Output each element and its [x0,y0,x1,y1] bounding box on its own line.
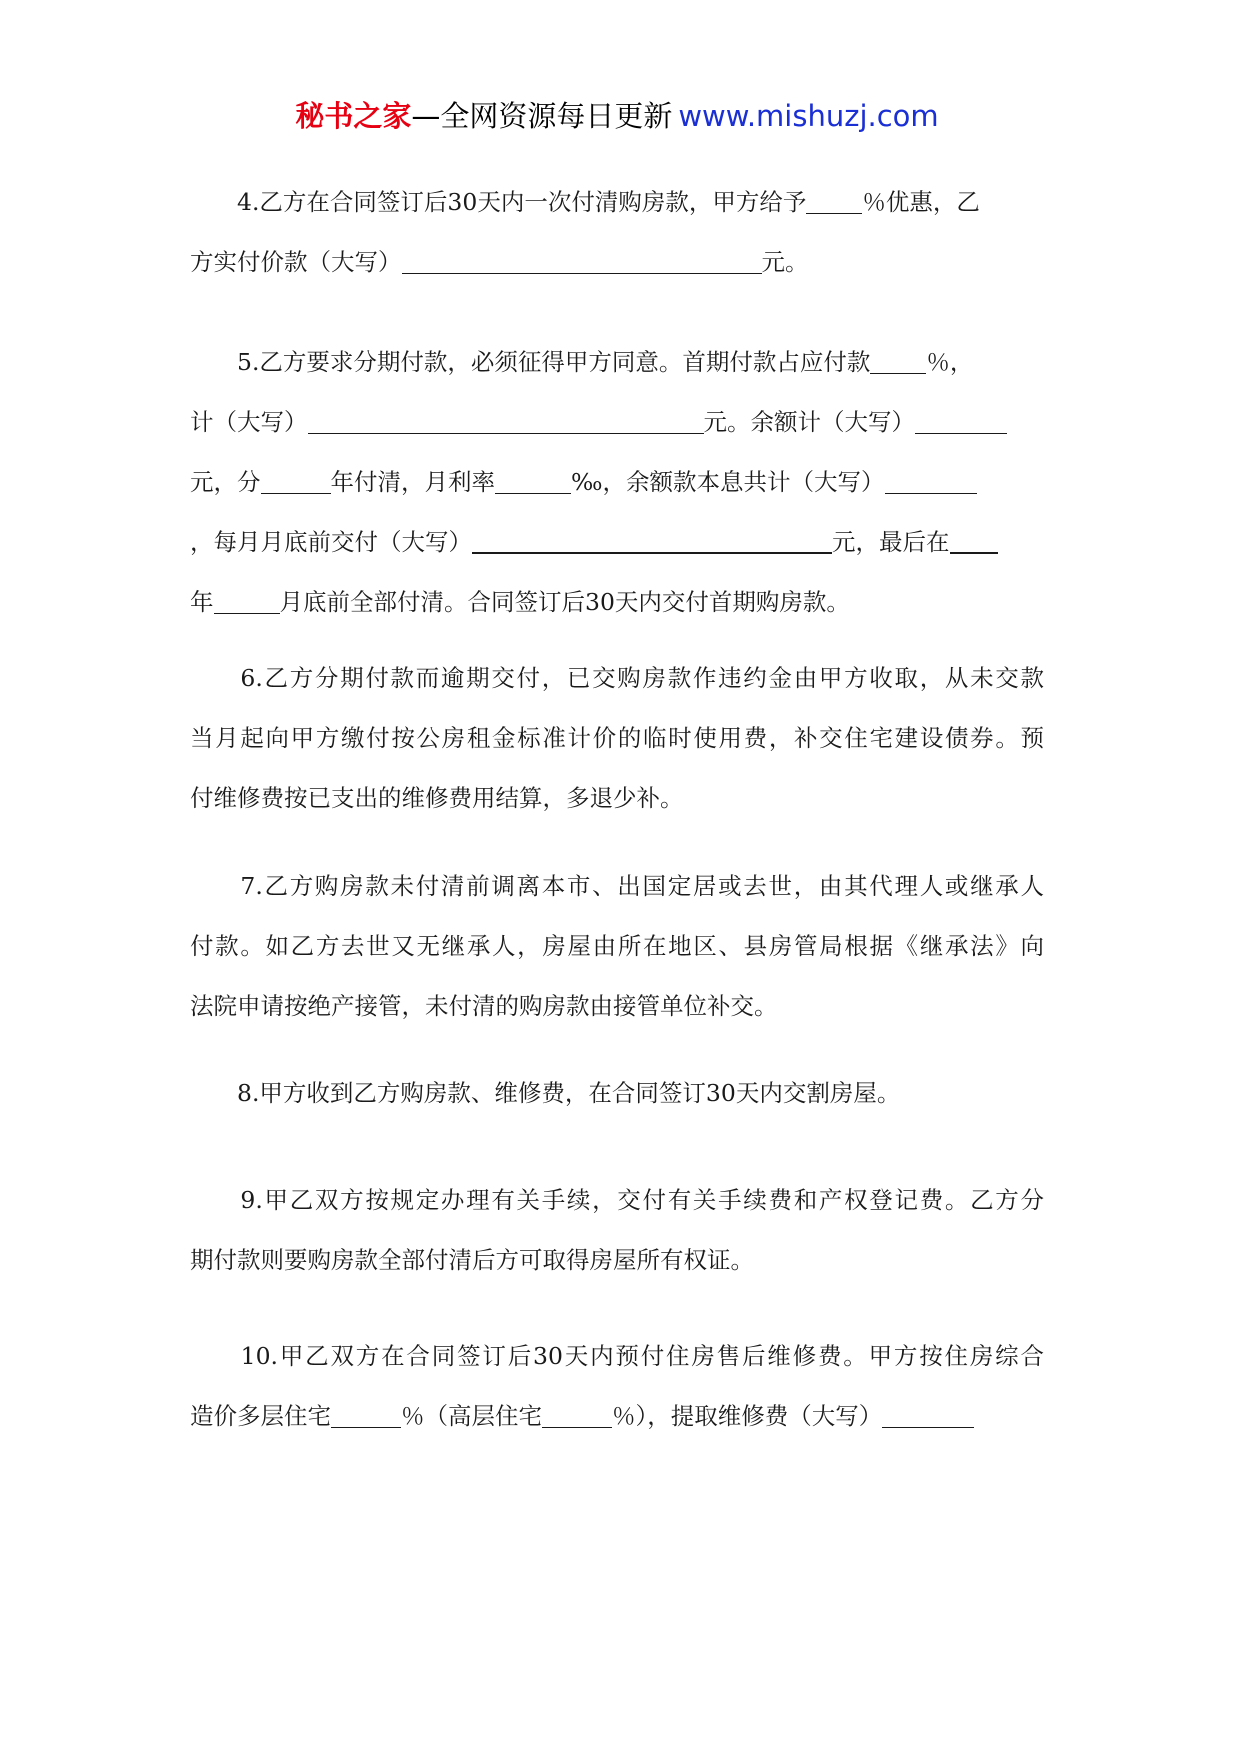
text-line [190,572,1044,632]
text-line: 8.甲方收到乙方购房款、维修费，在合同签订30天内交割房屋。 [190,1079,901,1107]
line-text: 造价多层住宅 [190,1402,331,1430]
text-line: 当月起向甲方缴付按公房租金标准计价的临时使用费，补交住宅建设债券。预 [190,724,1044,752]
fill-blank-monthly-payment[interactable] [472,526,832,554]
line-text: ，每月月底前交付（大写） [190,528,472,556]
fill-blank-high-rise-percent[interactable] [542,1401,612,1428]
line-text: 月底前全部付清。合同签订后30天内交付首期购房款。 [279,588,850,616]
text-line [190,512,1044,572]
fill-blank-down-payment-amount[interactable] [308,407,704,434]
clause-8 [190,1063,1044,1123]
clause-4 [190,172,1044,292]
text-line: 7.乙方购房款未付清前调离本市、出国定居或去世，由其代理人或继承人 [190,872,1044,900]
fill-blank-total-balance[interactable] [885,467,977,494]
line-text: 计（大写） [190,408,308,436]
line-text: 元，最后在 [832,528,950,556]
line-text: 年付清，月利率 [330,468,495,496]
line-text: 元。余额计（大写） [703,408,915,436]
line-text: 元，分 [190,468,261,496]
text-line [190,232,1044,292]
line-text: 元。 [761,248,809,276]
line-text: 4.乙方在合同签订后30天内一次付清购房款，甲方给予 [190,188,807,216]
brand-name: 秘书之家 [295,99,412,133]
line-text: ％），提取维修费（大写） [612,1402,883,1430]
text-line [190,332,1044,392]
line-text: ％优惠，乙 [862,188,980,216]
text-line: 9.甲乙双方按规定办理有关手续，交付有关手续费和产权登记费。乙方分 [190,1186,1044,1214]
text-line: 法院申请按绝产接管，未付清的购房款由接管单位补交。 [190,992,778,1020]
fill-blank-maintenance-fee[interactable] [882,1401,974,1428]
text-line: 10.甲乙双方在合同签订后30天内预付住房售后维修费。甲方按住房综合 [190,1342,1044,1370]
text-line: 付维修费按已支出的维修费用结算，多退少补。 [190,784,684,812]
text-line: 期付款则要购房款全部付清后方可取得房屋所有权证。 [190,1246,754,1274]
fill-blank-down-payment-percent[interactable] [870,347,926,374]
clause-10 [190,1326,1044,1446]
text-line: 6.乙方分期付款而逾期交付，已交购房款作违约金由甲方收取，从未交款 [190,664,1044,692]
fill-blank-installment-years[interactable] [261,467,331,494]
fill-blank-balance-amount[interactable] [915,407,1007,434]
site-url-link[interactable]: www.mishuzj.com [678,99,939,133]
fill-blank-discount-percent[interactable] [806,187,862,214]
text-line [190,452,1044,512]
clause-5 [190,332,1044,632]
line-text: 方实付价款（大写） [190,248,402,276]
line-text: 5.乙方要求分期付款，必须征得甲方同意。首期付款占应付款 [190,348,871,376]
fill-blank-final-month[interactable] [214,587,280,614]
fill-blank-monthly-rate[interactable] [495,467,571,494]
clause-6 [190,648,1044,828]
clause-7 [190,856,1044,1036]
text-line: 付款。如乙方去世又无继承人，房屋由所在地区、县房管局根据《继承法》向 [190,932,1044,960]
line-text: ％（高层住宅 [401,1402,542,1430]
site-header [0,96,1234,136]
line-text: ％， [926,348,974,376]
fill-blank-actual-price[interactable] [402,247,762,274]
header-slogan: 全网资源每日更新 [440,99,673,133]
header-dash: — [411,99,441,133]
text-line [190,172,1044,232]
fill-blank-final-year[interactable] [950,526,998,554]
text-line [190,392,1044,452]
text-line [190,1386,1044,1446]
line-text: ‰，余额款本息共计（大写） [571,468,885,496]
clause-9 [190,1170,1044,1290]
fill-blank-multi-storey-percent[interactable] [331,1401,401,1428]
line-text: 年 [190,588,214,616]
